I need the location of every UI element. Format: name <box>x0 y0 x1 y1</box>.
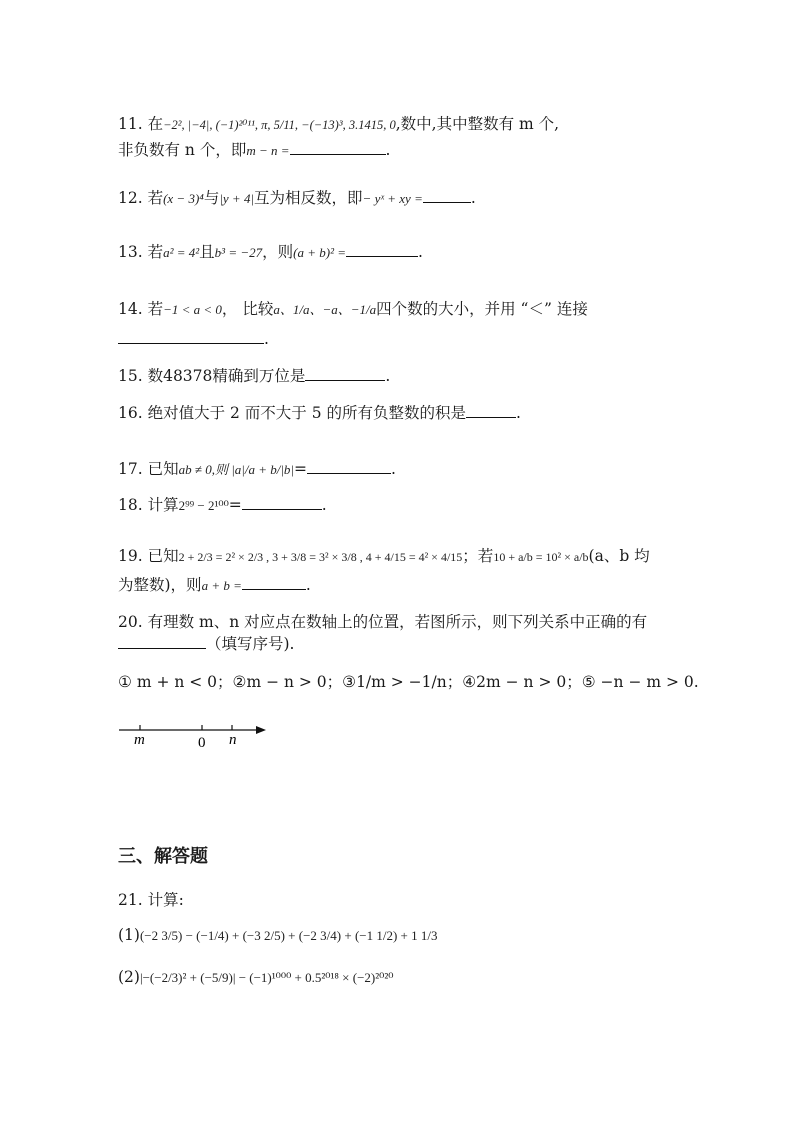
number-line-figure <box>116 716 276 752</box>
q16-period: . <box>516 404 521 422</box>
q14-mid-1: ， 比较 <box>221 300 274 318</box>
answer-blank-18[interactable] <box>242 495 322 510</box>
q13-mid-1: 且 <box>199 243 215 261</box>
q14-math-1: −1 < a < 0 <box>163 302 222 317</box>
question-11-line2 <box>118 139 390 162</box>
q11-number-list: −2², |−4|, (−1)²⁰¹¹, π, 5/11, −(−13)³, 3.1415, 0 <box>163 118 396 132</box>
question-16 <box>118 402 521 424</box>
q14-mid-2: 四个数的大小，并用 “＜” 连接 <box>376 300 588 318</box>
q19-tail: (a、b 均 <box>588 547 650 565</box>
q12-math-2: |y + 4| <box>219 191 255 206</box>
question-20-options <box>118 671 699 693</box>
question-17 <box>118 458 396 481</box>
q11-line2-prefix: 非负数有 n 个，即 <box>118 141 247 159</box>
number-line-arrow <box>256 726 266 734</box>
q12-math-3: − yˣ + xy = <box>362 191 423 206</box>
q21-part2-label: (2) <box>118 968 140 986</box>
answer-blank-16[interactable] <box>466 403 516 418</box>
q20-line2: （填写序号). <box>206 635 295 653</box>
answer-blank-19[interactable] <box>242 575 306 590</box>
q18-equals: = <box>228 496 242 514</box>
question-18 <box>118 494 327 517</box>
question-19 <box>118 545 650 568</box>
question-21-part2 <box>118 966 393 989</box>
label-0: 0 <box>198 735 206 751</box>
question-20 <box>118 611 647 633</box>
q11-prefix: 11. 在 <box>118 115 164 133</box>
q13-period: . <box>418 243 423 261</box>
q12-period: . <box>470 189 476 207</box>
question-13 <box>118 241 423 264</box>
q19-math-2: 10 + a/b = 10² × a/b <box>493 550 589 564</box>
q19-line2-prefix: 为整数)，则 <box>118 576 202 594</box>
q14-prefix: 14. 若 <box>118 300 164 318</box>
label-m: m <box>134 732 145 748</box>
q19-mid: ；若 <box>462 547 494 565</box>
q15-period: . <box>385 367 391 385</box>
q11-line1-suffix: ,数中,其中整数有 m 个, <box>395 115 560 133</box>
question-14-line2 <box>118 328 269 350</box>
answer-blank-12[interactable] <box>423 188 471 203</box>
answer-blank-11[interactable] <box>290 140 386 155</box>
q21-part1-math: (−2 3/5) − (−1/4) + (−3 2/5) + (−2 3/4) + (−1 1/2) + 1 1/3 <box>139 928 438 943</box>
q14-period: . <box>264 330 269 348</box>
answer-blank-13[interactable] <box>346 242 418 257</box>
q12-math-1: (x − 3)⁴ <box>163 191 204 206</box>
question-15 <box>118 365 390 387</box>
q15-text: 15. 数48378精确到万位是 <box>118 367 306 385</box>
answer-blank-20[interactable] <box>118 634 206 649</box>
q12-mid-2: 互为相反数，即 <box>254 189 363 207</box>
q17-prefix: 17. 已知 <box>118 460 179 478</box>
q17-period: . <box>391 460 396 478</box>
q19-line2-math: a + b = <box>201 578 242 593</box>
question-14 <box>118 298 588 321</box>
section-title: 三、解答题 <box>118 846 208 867</box>
q17-math: ab ≠ 0,则 |a|/a + b/|b| <box>178 462 295 477</box>
label-n: n <box>229 732 237 748</box>
q18-math: 2⁹⁹ − 2¹⁰⁰ <box>178 498 229 513</box>
q13-math-1: a² = 4² <box>163 245 200 260</box>
q16-text: 16. 绝对值大于 2 而不大于 5 的所有负整数的积是 <box>118 404 467 422</box>
q21-part2-math: |−(−2/3)² + (−5/9)| − (−1)¹⁰⁰⁰ + 0.5²⁰¹⁸ × (−2)²⁰²⁰ <box>139 970 394 985</box>
q17-equals: = <box>294 460 308 478</box>
q20-line1: 20. 有理数 m、n 对应点在数轴上的位置，若图所示，则下列关系中正确的有 <box>118 613 648 631</box>
answer-blank-17[interactable] <box>307 459 391 474</box>
q20-options: ① m + n < 0；②m − n > 0；③1/m > −1/n；④2m − n > 0；⑤ −n − m > 0. <box>118 673 699 691</box>
q13-math-3: (a + b)² = <box>293 245 346 260</box>
q12-prefix: 12. 若 <box>118 189 164 207</box>
question-19-line2 <box>118 574 311 597</box>
question-12 <box>118 187 476 210</box>
q14-math-2: a、1/a、−a、−1/a <box>273 302 377 317</box>
q11-period: . <box>385 141 391 159</box>
q19-math: 2 + 2/3 = 2² × 2/3 , 3 + 3/8 = 3² × 3/8 , 4 + 4/15 = 4² × 4/15 <box>178 550 463 564</box>
answer-blank-14[interactable] <box>118 329 264 344</box>
question-11 <box>118 113 559 136</box>
q19-prefix: 19. 已知 <box>118 547 179 565</box>
q18-prefix: 18. 计算 <box>118 496 179 514</box>
q21-part1-label: (1) <box>118 926 140 944</box>
answer-blank-15[interactable] <box>305 366 385 381</box>
q19-period: . <box>305 576 311 594</box>
q11-line2-math: m − n = <box>246 143 290 158</box>
question-21 <box>118 889 184 911</box>
question-21-part1 <box>118 924 438 947</box>
q12-mid-1: 与 <box>203 189 220 207</box>
q13-prefix: 13. 若 <box>118 243 164 261</box>
question-20-line2 <box>118 633 294 655</box>
q18-period: . <box>321 496 327 514</box>
q13-mid-2: ，则 <box>262 243 294 261</box>
q13-math-2: b³ = −27 <box>214 245 263 260</box>
q21-title: 21. 计算: <box>118 891 184 909</box>
